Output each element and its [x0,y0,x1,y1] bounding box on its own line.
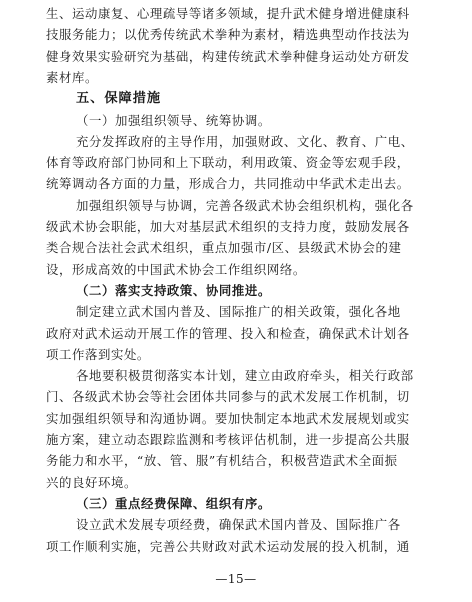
intro-line-3: 健身效果实验研究为基础，构建传统武术拳种健身运动处方研发 [46,48,410,64]
s1-p2-line-1: 加强组织领导与协调，完善各级武术协会组织机构，强化各 [76,197,414,213]
s2-p2-line-4: 施方案，建立动态跟踪监测和考核评估机制，进一步提高公共服 [46,432,410,447]
intro-line-2: 技服务能力；以优秀传统武术拳种为素材，精选典型动作技法为 [46,27,410,43]
s2-p2-line-3: 实加强组织领导和沟通协调。要加快制定本地武术发展规划或实 [46,410,410,426]
s1-p1-line-3: 统筹调动各方面的力量，形成合力，共同推动中华武术走出去。 [46,176,410,192]
subsection-1-title: （一）加强组织领导、统筹协调。 [76,112,271,128]
s2-p1-line-1: 制定建立武术国内普及、国际推广的相关政策，强化各地 [76,304,401,320]
s1-p1-line-2: 体育等政府部门协同和上下联动，利用政策、资金等宏观手段， [46,155,410,171]
s2-p2-line-1: 各地要积极贯彻落实本计划，建立由政府牵头，相关行政部 [76,368,414,384]
page-number: —15— [215,572,257,586]
s3-p1-line-1: 设立武术发展专项经费，确保武术国内普及、国际推广各 [76,517,401,533]
intro-line-4: 素材库。 [46,69,98,85]
subsection-3-title: （三）重点经费保障、组织有序。 [76,495,271,511]
s1-p2-line-3: 类合规合法社会武术组织，重点加强市/区、县级武术协会的建 [46,240,402,256]
s2-p2-line-2: 门、各级武术协会等社会团体共同参与的武术发展工作机制，切 [46,389,410,405]
s2-p1-line-2: 政府对武术运动开展工作的管理、投入和检查，确保武术计划各 [46,325,410,341]
s2-p2-line-6: 兴的良好环境。 [46,474,137,490]
section-title: 五、保障措施 [76,91,162,107]
intro-line-1: 生、运动康复、心理疏导等诸多领域，提升武术健身增进健康科 [46,6,410,21]
s1-p2-line-2: 级武术协会职能，加大对基层武术组织的支持力度，鼓励发展各 [46,219,410,234]
s3-p1-line-2: 项工作顺利实施，完善公共财政对武术运动发展的投入机制，通 [46,538,410,554]
s1-p1-line-1: 充分发挥政府的主导作用，加强财政、文化、教育、广电、 [76,133,414,149]
s2-p2-line-5: 务能力和水平，“放、管、服”有机结合，积极营造武术全面振 [46,453,398,469]
s1-p2-line-4: 设，形成高效的中国武术协会工作组织网络。 [46,261,306,277]
s2-p1-line-3: 项工作落到实处。 [46,346,150,362]
subsection-2-title: （二）落实支持政策、协同推进。 [76,282,271,298]
